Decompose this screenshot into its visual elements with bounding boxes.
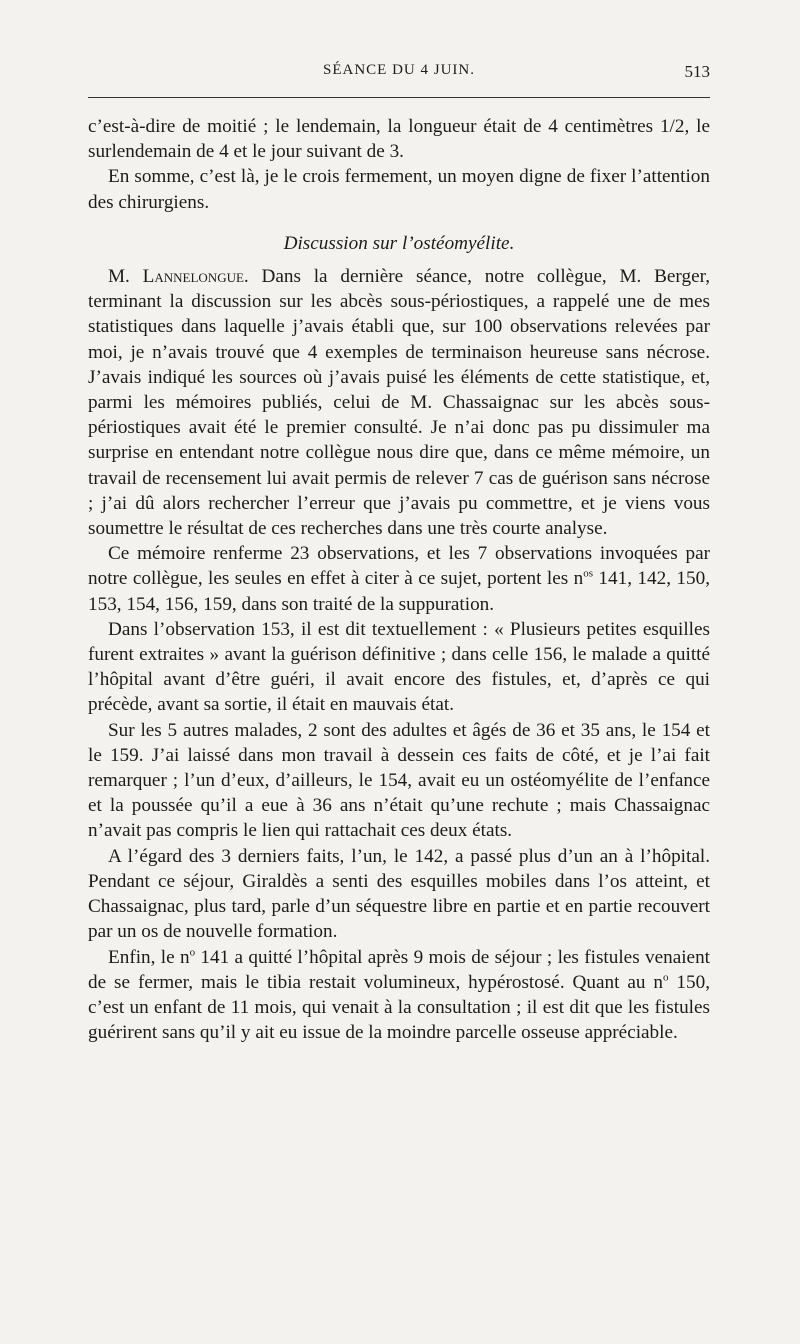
paragraph-text: Enfin, le n bbox=[108, 946, 190, 968]
paragraph-text: Ce mémoire renferme 23 observations, et les 7 observations invoquées par notre collègue, les seules en effet à citer à ce sujet, portent les n bbox=[88, 543, 710, 590]
page-header bbox=[88, 62, 710, 86]
running-title: SÉANCE DU 4 JUIN. bbox=[323, 62, 475, 78]
speaker-name: Lannelongue bbox=[142, 266, 244, 288]
paragraph-text: . Dans la dernière séance, notre collègue, M. Berger, terminant la discussion sur les abcès sous-périostiques, a rappelé une de mes statistiques dans laquelle j’avais établi que, sur 100 observations relevées par moi, je n’avais trouvé que 4 exemples de terminaison heureuse sans nécrose. J’avais indiqué les sources où j’avais puisé les éléments de cette statistique, et, parmi les mémoires publiés, celui de M. Chassaignac sur les abcès sous-périostiques avait été le premier consulté. Je n’ai donc pas pu dissimuler ma surprise en entendant notre collègue nous dire que, dans ce même mémoire, un travail de recensement lui avait permis de relever 7 cas de guérison sans nécrose ; j’ai dû alors rechercher l’erreur que j’avais pu commettre, et je viens vous soumettre le résultat de ces recherches dans une très courte analyse. bbox=[88, 266, 711, 540]
speaker-prefix: M. bbox=[108, 266, 143, 288]
section-title: Discussion sur l’ostéomyélite. bbox=[283, 232, 515, 254]
paragraph: Dans l’observation 153, il est dit textuellement : « Plusieurs petites esquilles furent extraites » avant la guérison définitive ; dans celle 156, le malade a quitté l’hôpital avant d’être guéri, il avait encore des fistules, et, d’après ce qui précède, avant sa sortie, il était en mauvais état. bbox=[88, 618, 710, 716]
page-body bbox=[88, 114, 710, 1045]
superscript: os bbox=[583, 568, 593, 581]
paragraph-text: 141, 142, 150, 153, 154, 156, 159, dans son traité de la suppuration. bbox=[88, 568, 710, 615]
paragraph: En somme, c’est là, je le crois fermement, un moyen digne de fixer l’attention des chirurgiens. bbox=[88, 166, 710, 213]
paragraph: A l’égard des 3 derniers faits, l’un, le 142, a passé plus d’un an à l’hôpital. Pendant ce séjour, Giraldès a senti des esquilles mobiles dans l’os atteint, et Chassaignac, plus tard, parle d’un séquestre libre en partie et en partie recouvert par un os de nouvelle formation. bbox=[88, 845, 710, 943]
superscript: o bbox=[662, 971, 669, 984]
paragraph bbox=[88, 945, 710, 1046]
paragraph bbox=[88, 541, 710, 617]
paragraph-text: 141 a quitté l’hôpital après 9 mois de séjour ; les fistules venaient de se fermer, mais le tibia restait volumineux, hypérostosé. Quant au n bbox=[88, 946, 710, 993]
paragraph-text: 150, c’est un enfant de 11 mois, qui venait à la consultation ; il est dit que les fistules guérirent sans qu’il y ait eu issue de la moindre parcelle osseuse appréciable. bbox=[88, 971, 710, 1044]
page-number: 513 bbox=[684, 62, 710, 81]
header-rule bbox=[88, 97, 710, 98]
paragraph: c’est-à-dire de moitié ; le lendemain, la longueur était de 4 centimètres 1/2, le surlendemain de 4 et le jour suivant de 3. bbox=[88, 116, 710, 163]
paragraph bbox=[88, 264, 710, 541]
superscript: o bbox=[189, 946, 196, 959]
paragraph: Sur les 5 autres malades, 2 sont des adultes et âgés de 36 et 35 ans, le 154 et le 159. J’ai laissé dans mon travail à dessein ces faits de côté, et je l’ai fait remarquer ; l’un d’eux, d’ailleurs, le 154, avait eu un ostéomyélite de l’enfance et la poussée qu’il a eue à 36 ans n’était qu’une rechute ; mais Chassaignac n’avait pas compris le lien qui rattachait ces deux états. bbox=[88, 719, 710, 842]
